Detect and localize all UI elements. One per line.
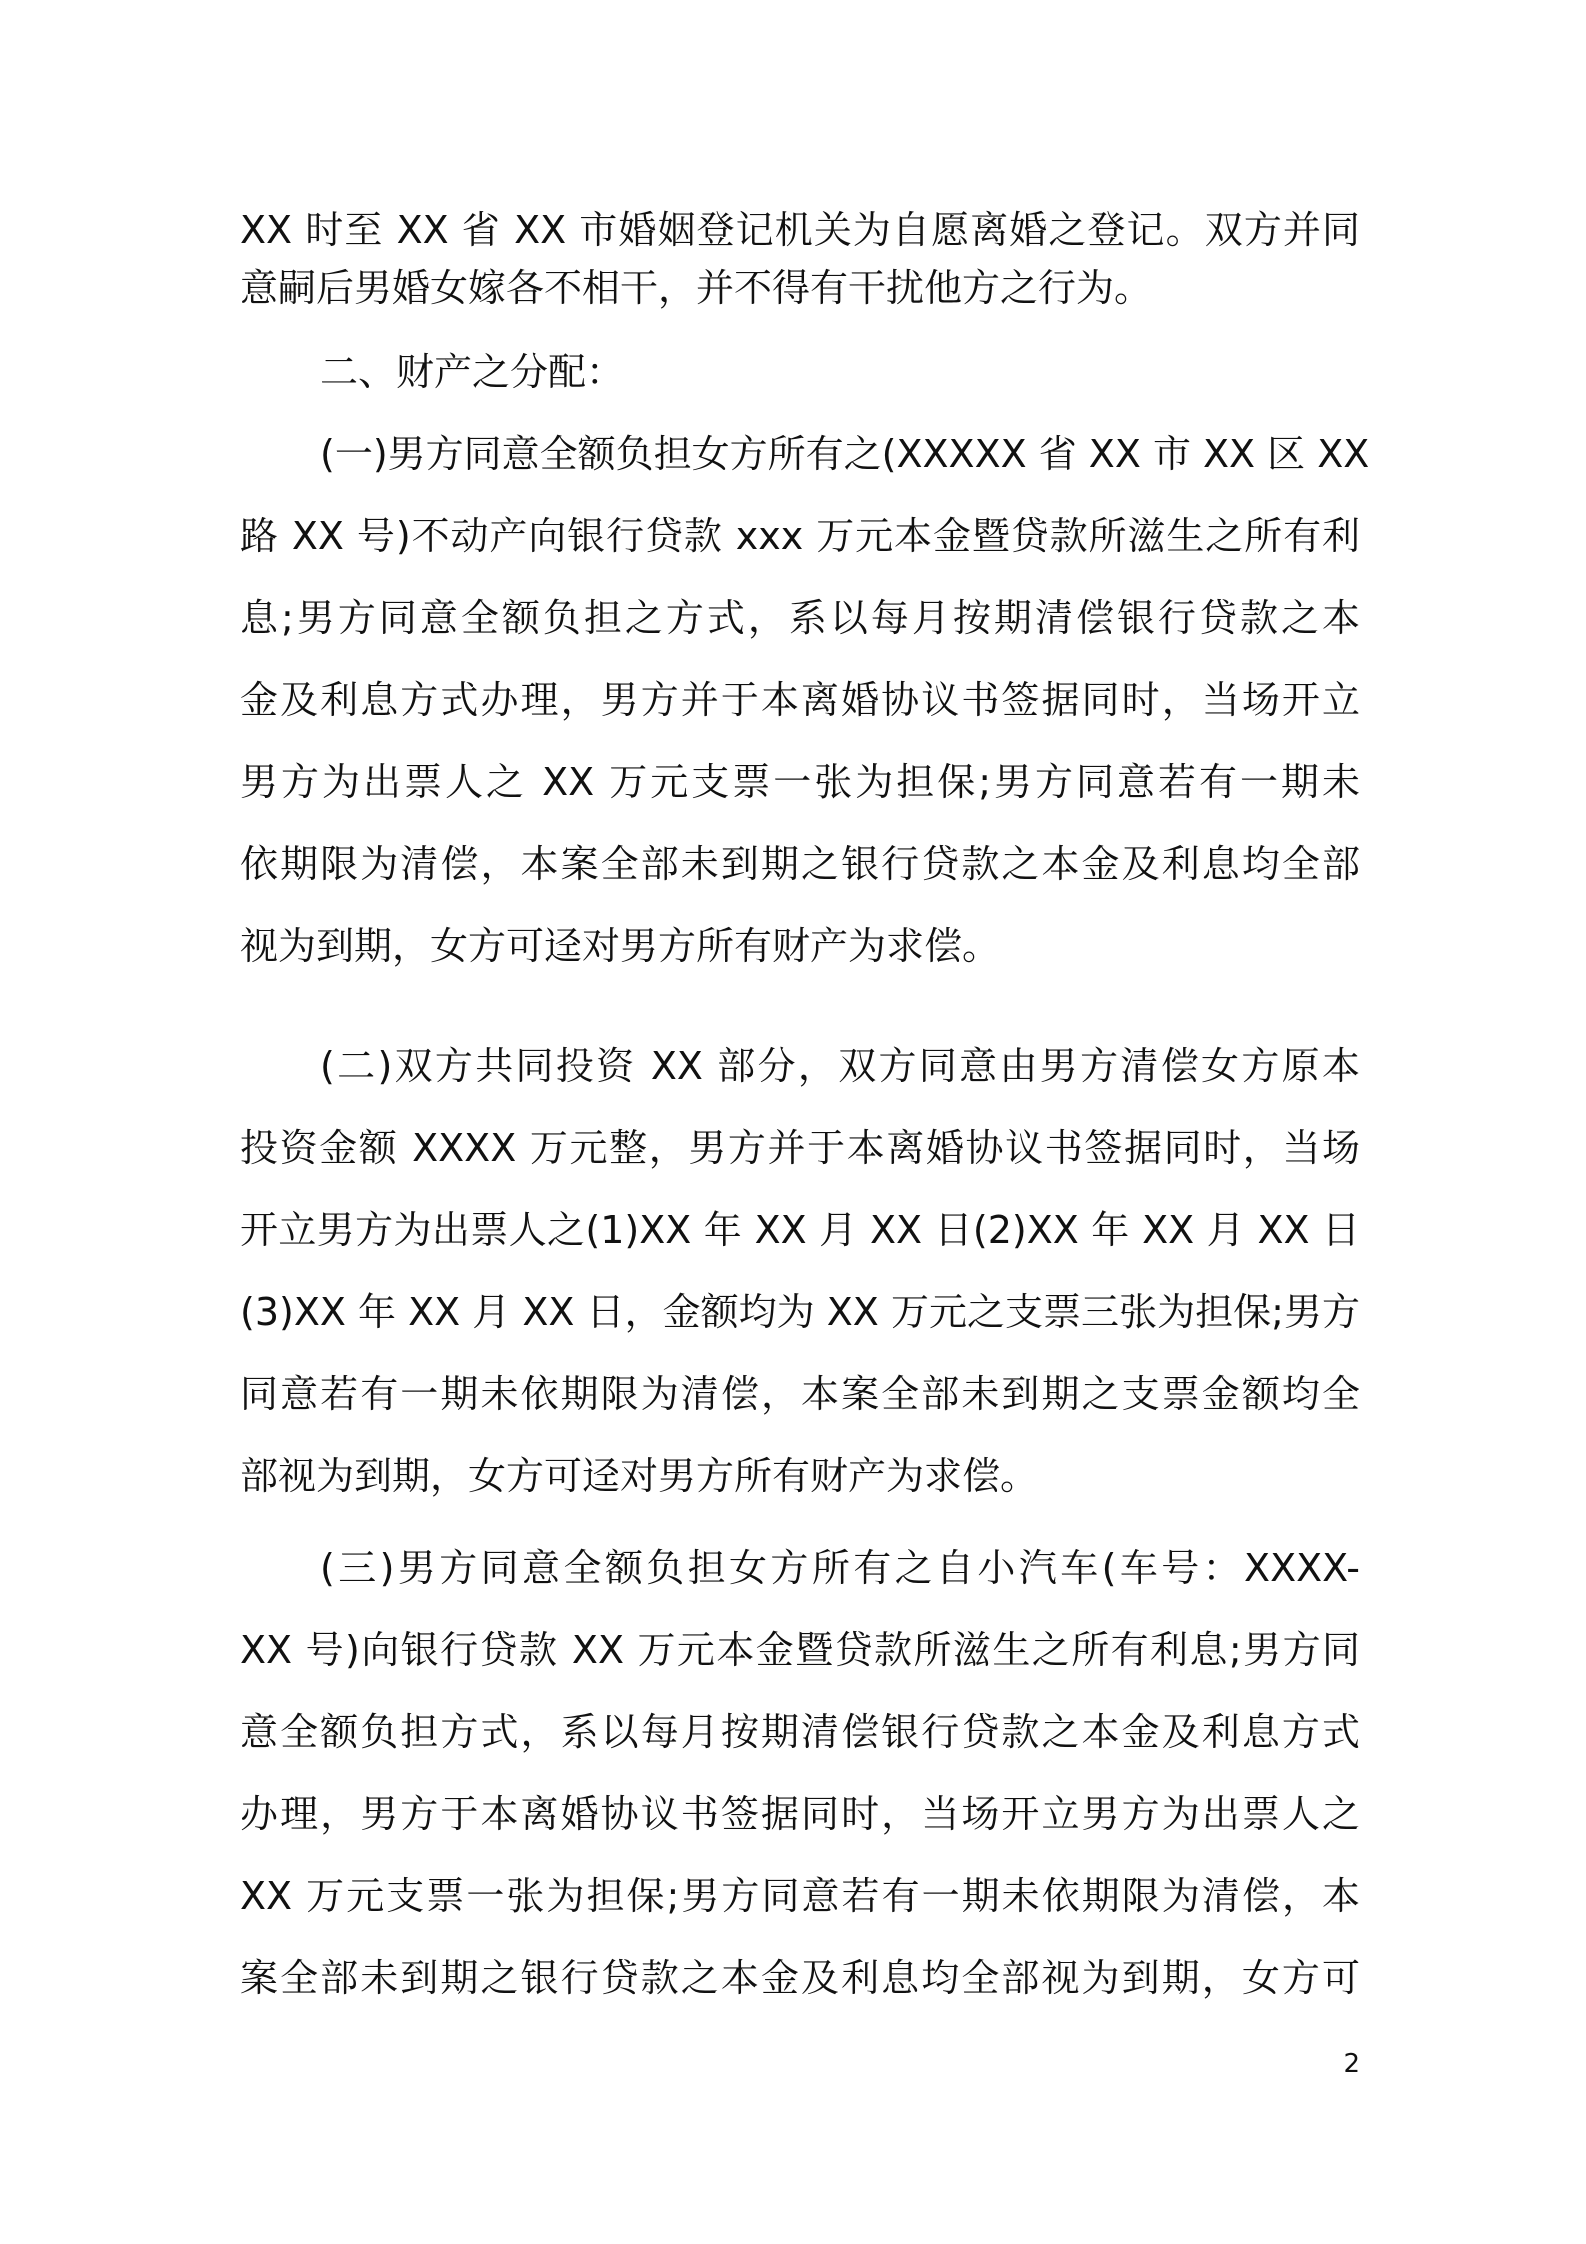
- text-line: 息;男方同意全额负担之方式，系以每月按期清偿银行贷款之本: [240, 596, 1360, 640]
- text-line: 开立男方为出票人之(1)XX 年 XX 月 XX 日(2)XX 年 XX 月 XX 日: [240, 1208, 1360, 1252]
- text-line: 部视为到期，女方可迳对男方所有财产为求偿。: [240, 1454, 1039, 1498]
- text-line: XX 万元支票一张为担保;男方同意若有一期未依期限为清偿，本: [240, 1874, 1360, 1918]
- text-line: 意全额负担方式，系以每月按期清偿银行贷款之本金及利息方式: [240, 1710, 1360, 1754]
- text-line: (二)双方共同投资 XX 部分，双方同意由男方清偿女方原本: [320, 1044, 1360, 1088]
- page-number: 2: [1343, 2049, 1360, 2079]
- text-line: 依期限为清偿，本案全部未到期之银行贷款之本金及利息均全部: [240, 842, 1360, 886]
- text-line: 同意若有一期未依期限为清偿，本案全部未到期之支票金额均全: [240, 1372, 1360, 1416]
- text-line: (3)XX 年 XX 月 XX 日，金额均为 XX 万元之支票三张为担保;男方: [240, 1290, 1360, 1334]
- text-line: 投资金额 XXXX 万元整，男方并于本离婚协议书签据同时，当场: [240, 1126, 1360, 1170]
- text-line: 意嗣后男婚女嫁各不相干，并不得有干扰他方之行为。: [240, 266, 1153, 310]
- text-line: 男方为出票人之 XX 万元支票一张为担保;男方同意若有一期未: [240, 760, 1360, 804]
- text-line: (三)男方同意全额负担女方所有之自小汽车(车号：XXXX-: [320, 1546, 1360, 1590]
- text-line: 办理，男方于本离婚协议书签据同时，当场开立男方为出票人之: [240, 1792, 1360, 1836]
- text-line: 金及利息方式办理，男方并于本离婚协议书签据同时，当场开立: [240, 678, 1360, 722]
- text-line: XX 号)向银行贷款 XX 万元本金暨贷款所滋生之所有利息;男方同: [240, 1628, 1360, 1672]
- text-line: 路 XX 号)不动产向银行贷款 xxx 万元本金暨贷款所滋生之所有利: [240, 514, 1360, 558]
- text-line: (一)男方同意全额负担女方所有之(XXXXX 省 XX 市 XX 区 XX: [320, 432, 1370, 476]
- section-heading: 二、财产之分配：: [320, 350, 625, 394]
- text-line: 案全部未到期之银行贷款之本金及利息均全部视为到期，女方可: [240, 1956, 1360, 2000]
- text-line: XX 时至 XX 省 XX 市婚姻登记机关为自愿离婚之登记。双方并同: [240, 208, 1360, 252]
- text-line: 视为到期，女方可迳对男方所有财产为求偿。: [240, 924, 1001, 968]
